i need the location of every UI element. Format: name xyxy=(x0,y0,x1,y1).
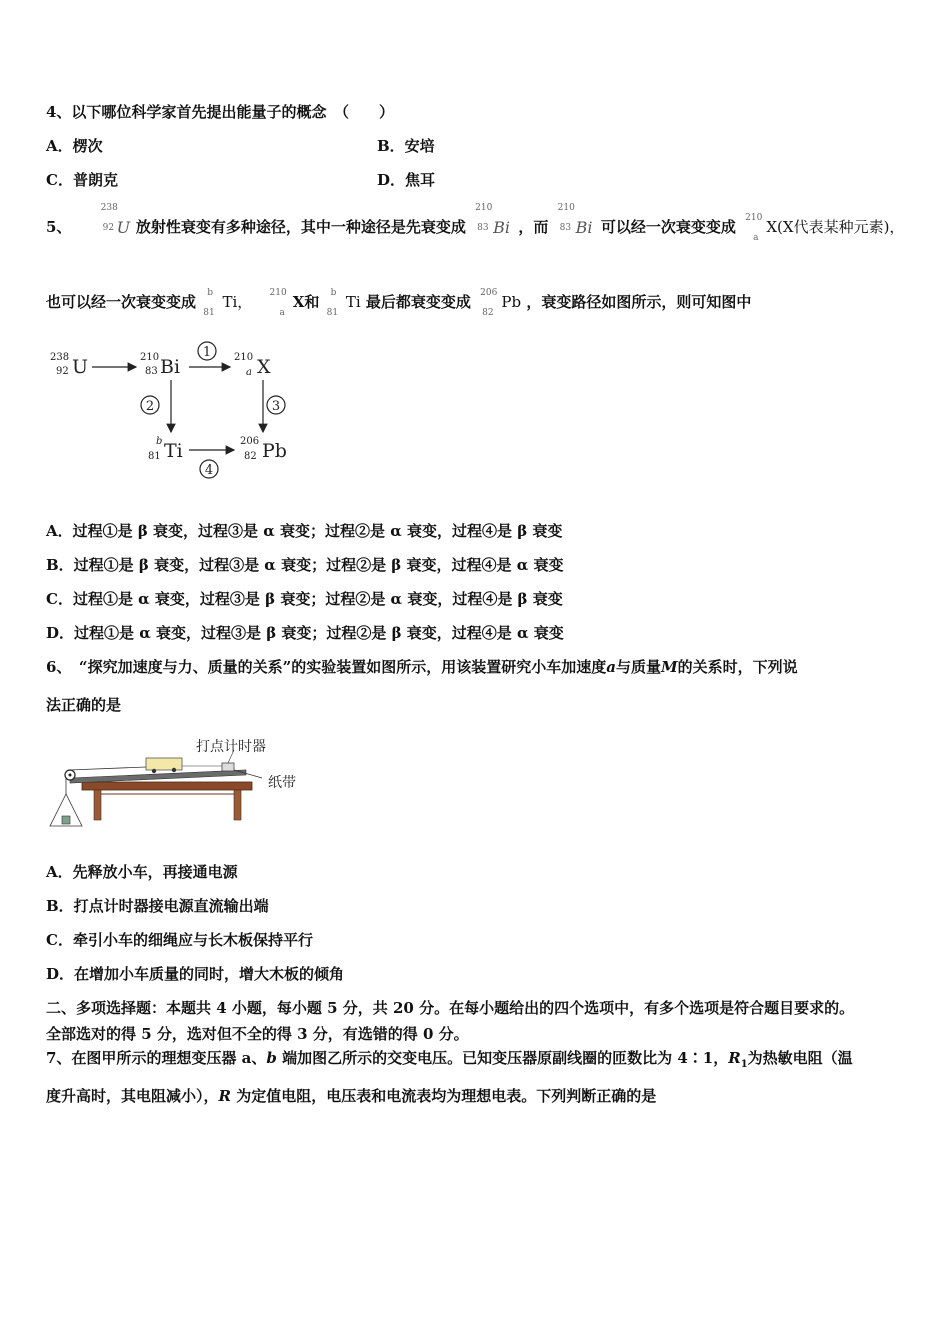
diagram-u238 xyxy=(50,352,88,378)
q5-pb-symbol: Pb xyxy=(501,293,522,311)
svg-text:Pb: Pb xyxy=(262,440,287,462)
q5-ti-symbol-2: Ti xyxy=(345,293,361,311)
svg-text:b: b xyxy=(156,436,163,447)
svg-text:2: 2 xyxy=(145,399,155,414)
diagram-ti81 xyxy=(148,436,183,462)
q5-text-5: 也可以经一次衰变变成 xyxy=(46,293,197,311)
svg-text:83: 83 xyxy=(145,366,158,377)
q6-apparatus-figure xyxy=(46,730,316,835)
q5-option-b[interactable]: B．过程①是 β 衰变，过程③是 α 衰变；过程②是 β 衰变，过程④是 α 衰变 xyxy=(46,556,564,574)
q5-text-4: X(X代表某种元素)， xyxy=(766,218,905,236)
label-process-4 xyxy=(200,460,218,478)
svg-text:1: 1 xyxy=(202,345,212,360)
q5-text-3: 可以经一次衰变变成 xyxy=(600,218,736,236)
q5-option-a[interactable]: A．过程①是 β 衰变，过程③是 α 衰变；过程②是 α 衰变，过程④是 β 衰变 xyxy=(46,522,563,540)
q5-text-8: ，衰变路径如图所示，则可知图中 xyxy=(526,293,752,311)
var-r1: R xyxy=(728,1049,741,1067)
q5-stem-line2: 也可以经一次衰变变成 b 81 Ti， 210 a X和 b 81 Ti 最后都衰变变成 206 82 Pb ，衰变路径如图所示，则可知图中 xyxy=(46,288,752,318)
q6-stem-line2: 法正确的是 xyxy=(46,696,122,714)
svg-text:X: X xyxy=(257,356,271,378)
q4-option-b[interactable]: B．安培 xyxy=(377,137,435,155)
nuclide-bi210-2: 210 83 Bi xyxy=(557,203,593,237)
svg-text:81: 81 xyxy=(148,451,161,462)
q6-option-a[interactable]: A．先释放小车，再接通电源 xyxy=(46,863,238,881)
q4-stem: 4、以下哪位科学家首先提出能量子的概念 （ ） xyxy=(46,103,394,121)
q5-text-1: 放射性衰变有多种途径，其中一种途径是先衰变成 xyxy=(135,218,466,236)
q6-option-b[interactable]: B．打点计时器接电源直流输出端 xyxy=(46,897,269,915)
section2-header-line2: 全部选对的得 5 分，选对但不全的得 3 分，有选错的得 0 分。 xyxy=(46,1025,469,1043)
q7-stem-line2: 度升高时，其电阻减小），R 为定值电阻，电压表和电流表均为理想电表。下列判断正确的是 xyxy=(46,1087,657,1105)
var-r1-subscript: 1 xyxy=(740,1059,748,1070)
var-a: a xyxy=(606,658,616,676)
svg-text:206: 206 xyxy=(240,436,260,447)
nuclide-u238: 238 92 U xyxy=(100,203,131,237)
svg-text:3: 3 xyxy=(271,399,281,414)
label-process-3 xyxy=(267,396,285,414)
q5-number: 5、 xyxy=(46,218,72,236)
q5-text-6: X和 xyxy=(292,293,320,311)
q5-text-7: 最后都衰变变成 xyxy=(365,293,471,311)
q5-stem-line1: 5、 238 92 U 放射性衰变有多种途径，其中一种途径是先衰变成 210 83 Bi ，而 210 83 Bi 可以经一次衰变变成 210 a X(X代表某种元素)， xyxy=(46,203,905,243)
svg-text:82: 82 xyxy=(244,451,257,462)
svg-text:a: a xyxy=(246,367,252,378)
q5-text-2: ，而 xyxy=(518,218,549,236)
svg-text:210: 210 xyxy=(234,352,254,363)
q6-option-d[interactable]: D．在增加小车质量的同时，增大木板的倾角 xyxy=(46,965,345,983)
svg-text:Ti: Ti xyxy=(164,440,183,462)
q5-ti-symbol: Ti， xyxy=(222,293,253,311)
q5-option-d[interactable]: D．过程①是 α 衰变，过程③是 β 衰变；过程②是 β 衰变，过程④是 α 衰变 xyxy=(46,624,564,642)
var-r: R xyxy=(218,1087,231,1105)
q6-option-c[interactable]: C．牵引小车的细绳应与长木板保持平行 xyxy=(46,931,313,949)
q7-stem-line1: 7、在图甲所示的理想变压器 a、b 端加图乙所示的交变电压。已知变压器原副线圈的匝数比为 4∶1，$R_1$为热敏电阻（温 xyxy=(46,1049,853,1070)
label-tape: 纸带 xyxy=(268,775,296,791)
svg-text:4: 4 xyxy=(204,463,214,478)
svg-text:U: U xyxy=(72,356,89,378)
svg-text:238: 238 xyxy=(50,352,70,363)
diagram-x210 xyxy=(234,352,271,378)
q4-option-c[interactable]: C．普朗克 xyxy=(46,171,118,189)
svg-text:210: 210 xyxy=(140,352,160,363)
svg-text:92: 92 xyxy=(56,366,69,377)
decay-diagram xyxy=(46,336,306,486)
diagram-bi210 xyxy=(140,352,180,378)
label-process-2 xyxy=(141,396,159,414)
label-timer: 打点计时器 xyxy=(196,739,266,755)
section2-header-line1: 二、多项选择题：本题共 4 小题，每小题 5 分，共 20 分。在每小题给出的四个选项中，有多个选项是符合题目要求的。 xyxy=(46,999,855,1017)
q4-option-a[interactable]: A．楞次 xyxy=(46,137,103,155)
diagram-pb206 xyxy=(240,436,287,462)
q6-stem-line1: 6、 “探究加速度与力、质量的关系”的实验装置如图所示，用该装置研究小车加速度a与质量M的关系时，下列说 xyxy=(46,658,798,676)
nuclide-bi210: 210 83 Bi xyxy=(475,203,511,237)
var-b: b xyxy=(266,1049,277,1067)
q5-option-c[interactable]: C．过程①是 α 衰变，过程③是 β 衰变；过程②是 α 衰变，过程④是 β 衰变 xyxy=(46,590,563,608)
q4-option-d[interactable]: D．焦耳 xyxy=(377,171,436,189)
var-m: M xyxy=(660,658,678,676)
label-process-1 xyxy=(198,342,216,360)
svg-text:Bi: Bi xyxy=(160,356,181,378)
